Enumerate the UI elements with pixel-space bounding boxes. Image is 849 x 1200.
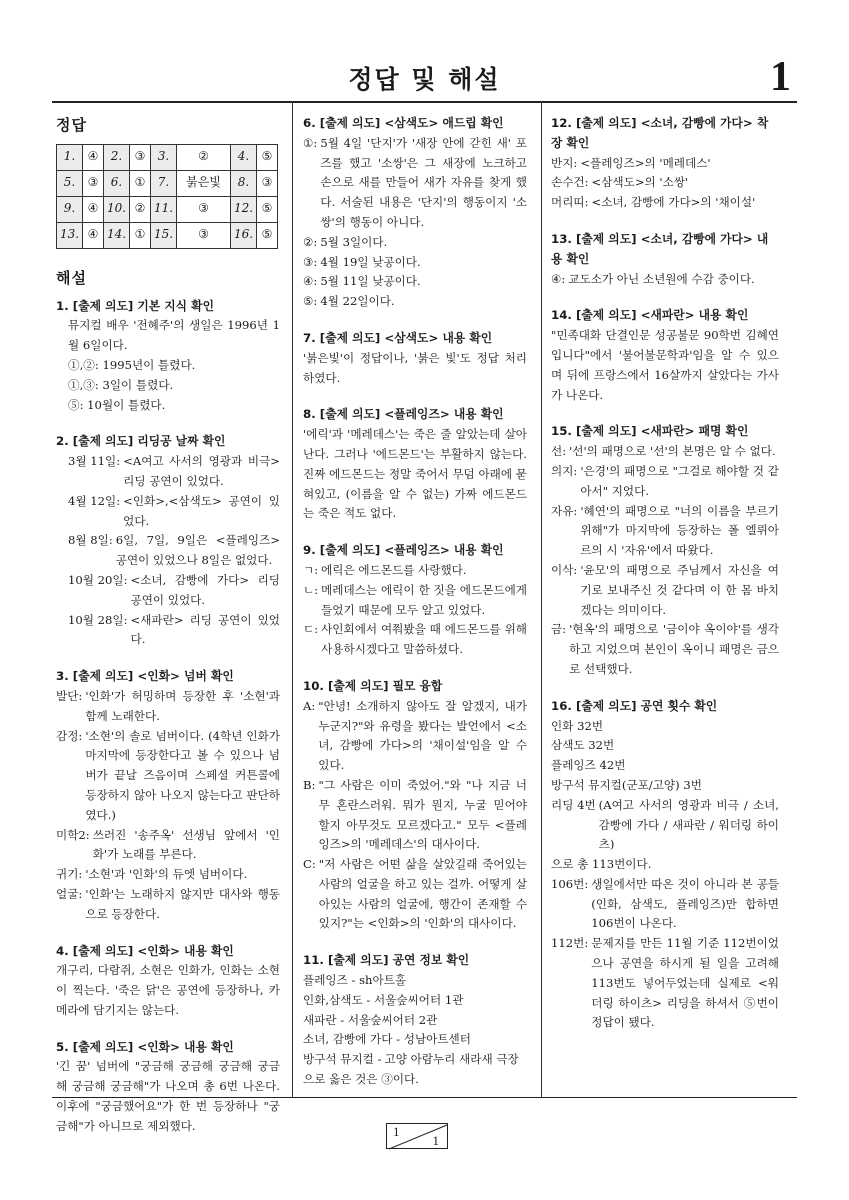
line-label: 얼굴:: [56, 886, 83, 901]
line-label: 이삭:: [551, 562, 578, 577]
column-3: [551, 114, 779, 1050]
explanation-item: [551, 230, 779, 289]
answer-value: ⑤: [257, 222, 278, 248]
labeled-line: [56, 687, 280, 727]
explanation-text: 으로 총 113번이다.: [551, 857, 652, 872]
labeled-line: [551, 193, 779, 213]
page-title: 정답 및 해설: [348, 65, 501, 94]
page-current: 1: [393, 1124, 400, 1139]
line-text: '인화'가 허밍하며 등장한 후 '소현'과 함께 노래한다.: [85, 688, 280, 723]
answer-value: ④: [83, 144, 104, 170]
line-text: <삼색도>의 '소쌍': [591, 175, 689, 190]
line-label: 발단:: [56, 688, 83, 703]
footer-rule: [52, 1097, 797, 1098]
labeled-line: [56, 885, 280, 925]
line-text: '인화'는 노래하지 않지만 대사와 행동으로 등장한다.: [85, 886, 280, 921]
line-text: 사인회에서 여쭤봤을 때 에드몬드를 위해 사용하시겠다고 말씀하셨다.: [321, 622, 527, 657]
labeled-line: [56, 826, 280, 866]
line-text: '은경'의 패명으로 "그걸로 해야할 것 같아서" 지었다.: [580, 463, 779, 498]
explanation-item: [56, 1038, 280, 1137]
answer-value: ②: [177, 144, 231, 170]
labeled-line: [303, 292, 527, 312]
line-text: '소현'과 '인화'의 듀엣 넘버이다.: [85, 867, 248, 882]
explanation-title: 11. [출제 의도] 공연 정보 확인: [303, 953, 470, 968]
line-label: ㄷ:: [303, 622, 319, 637]
explanation-title: 16. [출제 의도] 공연 횟수 확인: [551, 698, 718, 713]
explanation-title: 2. [출제 의도] 리딩공 날짜 확인: [56, 434, 226, 449]
line-text: "저 사람은 어떤 삶을 살았길래 죽어있는 사람의 얼굴을 하고 있는 걸까. 어떻게 살아있는 사람의 얼굴에, 행간이 존재할 수 있지?"는 <인화>의 '인화'의 대사이다.: [318, 857, 527, 931]
explanation-text: 새파란 - 서울숲씨어터 2관: [303, 1012, 438, 1027]
line-label: ④:: [551, 271, 566, 286]
labeled-line: [551, 270, 779, 290]
answer-row: [57, 222, 278, 248]
line-label: ①:: [303, 135, 318, 150]
explanation-text: ①,③: 3일이 틀렸다.: [68, 377, 174, 392]
answer-value: ①: [130, 170, 151, 196]
explanation-text: 뮤지컬 배우 '전혜주'의 생일은 1996년 1월 6일이다.: [68, 318, 280, 353]
line-text: "안녕! 소개하지 않아도 잘 알겠지, 내가 누군지?"와 유령을 봤다는 발언에서 <소녀, 감빵에 가다>의 '채이설'임을 알 수 있다.: [318, 698, 527, 773]
explanation-title: 14. [출제 의도] <새파란> 내용 확인: [551, 308, 749, 323]
explanation-list: [56, 297, 280, 1137]
explanation-item: [551, 306, 779, 405]
line-label: 머리띠:: [551, 195, 589, 210]
explanation-title: 15. [출제 의도] <새파란> 패명 확인: [551, 424, 749, 439]
labeled-line: [551, 796, 779, 855]
line-label: 선:: [551, 444, 567, 459]
line-text: <인화>,<삼색도> 공연이 있었다.: [123, 493, 280, 528]
line-text: "그 사람은 이미 죽었어."와 "나 지금 너무 혼란스러워. 뭐가 뭔지, 누굴 믿어야 할지 아무것도 모르겠다고." 모두 <플레잉즈>의 '메레데스'의 대사이다.: [318, 777, 527, 852]
labeled-line: [56, 492, 280, 532]
answer-value: ③: [177, 222, 231, 248]
line-label: 미학2:: [56, 827, 90, 842]
explanation-text: '에릭'과 '메레데스'는 죽은 줄 알았는데 살아난다. 그러나 '에드몬드'는 부활하지 않는다. 진짜 에드몬드는 정말 죽어서 무덤 아래에 묻혀있고, (이름을 알 수 없는) 가짜 에드몬드는 죽은 적도 없다.: [303, 427, 527, 521]
explanation-item: [56, 942, 280, 1021]
line-text: 문제지를 만든 11월 기준 112번이었으나 공연을 하시게 될 일을 고려해 113번도 넣어두었는데 실제로 <워더링 하이츠> 리딩을 하셔서 ⑤번이 정답이 됐다.: [591, 936, 779, 1030]
line-text: '윤모'의 패명으로 주님께서 자신을 여기로 보내주신 것 같다며 이 한 몸 바치겠다는 의미이다.: [580, 562, 779, 617]
explanation-body: [56, 687, 280, 925]
labeled-line: [551, 934, 779, 1033]
explanation-item: [303, 114, 527, 312]
explanation-body: [551, 270, 779, 290]
column-1: [56, 114, 280, 1154]
line-text: <플레잉즈>의 '메레데스': [580, 155, 711, 170]
answer-number: 16.: [231, 222, 257, 248]
line-label: 10월 20일:: [68, 572, 128, 587]
answer-number: 9.: [57, 196, 83, 222]
answer-number: 10.: [104, 196, 130, 222]
labeled-line: [551, 875, 779, 934]
line-label: ㄴ:: [303, 582, 319, 597]
explanation-text: 개구리, 다람쥐, 소현은 인화가, 인화는 소현이 찍는다. '죽은 닭'은 공연에 등장하나, 카메라에 담기지는 않는다.: [56, 963, 280, 1017]
line-label: 리딩 4번: [551, 797, 596, 812]
line-text: '선'의 패명으로 '선'의 본명은 알 수 없다.: [569, 444, 776, 459]
explanation-body: [56, 961, 280, 1020]
explanation-title: 13. [출제 의도] <소녀, 감빵에 가다> 내용 확인: [551, 231, 769, 266]
answer-number: 8.: [231, 170, 257, 196]
line-text: <소녀, 감빵에 가다>의 '채이설': [591, 195, 756, 210]
labeled-line: [303, 134, 527, 233]
explanation-title: 1. [출제 의도] 기본 지식 확인: [56, 298, 214, 313]
labeled-line: [551, 462, 779, 502]
answer-row: [57, 170, 278, 196]
answer-number: 3.: [151, 144, 177, 170]
answer-row: [57, 196, 278, 222]
explanation-text: 플레잉즈 42번: [551, 758, 626, 773]
explanation-text: 방구석 뮤지컬(군포/고양) 3번: [551, 777, 702, 792]
explanation-title: 5. [출제 의도] <인화> 내용 확인: [56, 1039, 234, 1054]
labeled-line: [56, 727, 280, 826]
labeled-line: [303, 776, 527, 855]
explanation-text: '긴 꿈' 넘버에 "궁금해 궁금해 궁금해 궁금해 궁금해 궁금해"가 나오며 총 6번 나온다. 이후에 "궁금했어요"가 한 번 등장하나 "궁금해"가 아니므로 제외했다.: [56, 1059, 280, 1133]
explanation-text: 으로 옳은 것은 ③이다.: [303, 1072, 419, 1087]
line-label: 106번:: [551, 876, 589, 891]
explanation-body: [303, 425, 527, 524]
line-text: 4월 19일 낮공이다.: [320, 254, 421, 269]
line-text: <A여고 사서의 영광과 비극> 리딩 공연이 있었다.: [123, 454, 280, 488]
answer-value: 붉은빛: [177, 170, 231, 196]
answer-value: ①: [130, 222, 151, 248]
explanation-item: [551, 697, 779, 1034]
explanation-body: [56, 316, 280, 415]
labeled-line: [303, 1050, 527, 1070]
explanation-body: [551, 442, 779, 680]
explanation-body: [303, 561, 527, 660]
explanation-text: ⑤: 10월이 틀렸다.: [68, 397, 166, 412]
labeled-line: [551, 173, 779, 193]
explanation-body: [551, 154, 779, 213]
line-label: ③:: [303, 254, 318, 269]
answer-number: 15.: [151, 222, 177, 248]
answer-value: ⑤: [257, 144, 278, 170]
labeled-line: [303, 233, 527, 253]
page-total: 1: [432, 1133, 439, 1148]
explanation-body: [303, 134, 527, 312]
explanation-title: 6. [출제 의도] <삼색도> 애드립 확인: [303, 116, 504, 130]
labeled-line: [56, 452, 280, 492]
line-text: 5월 11일 낮공이다.: [320, 274, 421, 289]
explanation-title: 10. [출제 의도] 필모 융합: [303, 678, 443, 693]
column-divider: [292, 101, 293, 1097]
labeled-line: [56, 571, 280, 611]
page-number: 1: [770, 54, 791, 100]
labeled-line: [303, 561, 527, 581]
explanation-title: 7. [출제 의도] <삼색도> 내용 확인: [303, 330, 493, 345]
labeled-line: [551, 620, 779, 679]
line-text: '현옥'의 패명으로 '금이야 옥이야'를 생각하고 지었으며 본인이 옥이니 패명은 금으로 선택했다.: [569, 622, 779, 676]
explanation-text: 인화 32번: [551, 718, 604, 733]
answer-number: 6.: [104, 170, 130, 196]
line-label: 8월 8일:: [68, 533, 113, 548]
labeled-line: [303, 581, 527, 621]
line-text: 생일에서만 따온 것이 아니라 본 공들(인화, 삼색도, 플레잉즈)만 합하면 106번이 나온다.: [591, 876, 779, 931]
answer-value: ④: [83, 222, 104, 248]
answer-number: 14.: [104, 222, 130, 248]
answers-heading: 정답: [56, 116, 87, 134]
line-label: 방구석 뮤지컬 -: [303, 1052, 382, 1067]
line-label: 3월 11일:: [68, 454, 121, 469]
explanation-list: [551, 114, 779, 1033]
line-label: A:: [303, 698, 316, 713]
labeled-line: [303, 272, 527, 292]
line-label: 감정:: [56, 728, 83, 743]
labeled-line: [551, 561, 779, 620]
answer-value: ④: [83, 196, 104, 222]
labeled-line: [551, 442, 779, 462]
explanation-text: '붉은빛'이 정답이나, '붉은 빛'도 정답 처리하였다.: [303, 350, 527, 385]
column-divider: [541, 101, 542, 1097]
line-label: 자유:: [551, 503, 578, 518]
explanation-item: [551, 114, 779, 213]
line-text: (A여고 사서의 영광과 비극 / 소녀, 감빵에 가다 / 새파란 / 워더링 하이츠): [598, 797, 779, 852]
line-text: '소현'의 솔로 넘버이다. (4학년 인화가 마지막에 등장한다고 볼 수 있으나 넘버가 끝날 즈음이며 스페셜 커튼콜에 등장하지 않아 나오지 않는다고 판단하였다.): [85, 728, 280, 822]
answer-number: 5.: [57, 170, 83, 196]
labeled-line: [303, 855, 527, 934]
explanation-item: [303, 951, 527, 1090]
answer-value: ②: [130, 196, 151, 222]
explanation-item: [303, 677, 527, 934]
line-label: 112번:: [551, 936, 589, 951]
line-text: '혜연'의 패명으로 "너의 이름을 부르기 위해"가 마지막에 등장하는 폴 엘뤼아르의 시 '자유'에서 따왔다.: [580, 503, 779, 558]
line-text: <새파란> 리딩 공연이 있었다.: [130, 612, 280, 647]
line-label: 금:: [551, 622, 567, 637]
line-label: 4월 12일:: [68, 493, 121, 508]
line-text: <소녀, 감빵에 가다> 리딩 공연이 있었다.: [130, 572, 280, 607]
answer-number: 1.: [57, 144, 83, 170]
header-rule: [52, 101, 797, 103]
answer-row: [57, 144, 278, 170]
explanation-body: [56, 452, 280, 650]
labeled-line: [56, 531, 280, 571]
explanation-body: [551, 717, 779, 1034]
line-label: B:: [303, 777, 316, 792]
line-text: 4월 22일이다.: [320, 294, 395, 309]
answer-value: ③: [257, 170, 278, 196]
explanation-list: [303, 114, 527, 1090]
line-text: 쓰러진 '송주옥' 선생님 앞에서 '인화'가 노래를 부른다.: [92, 827, 280, 862]
answer-number: 13.: [57, 222, 83, 248]
labeled-line: [56, 865, 280, 885]
explanation-title: 8. [출제 의도] <플레잉즈> 내용 확인: [303, 407, 504, 422]
answer-number: 4.: [231, 144, 257, 170]
line-label: ⑤:: [303, 294, 318, 309]
explanation-body: [303, 971, 527, 1090]
line-text: 에릭은 에드몬드를 사랑했다.: [321, 562, 467, 577]
explanation-item: [303, 329, 527, 388]
line-label: 귀기:: [56, 867, 83, 882]
explanation-heading: 해설: [56, 268, 87, 287]
answer-value: ③: [177, 196, 231, 222]
line-label: C:: [303, 857, 316, 872]
answer-table: [56, 144, 278, 249]
explanation-body: [551, 326, 779, 405]
answer-number: 2.: [104, 144, 130, 170]
answer-value: ⑤: [257, 196, 278, 222]
labeled-line: [303, 620, 527, 660]
line-label: 의지:: [551, 463, 578, 478]
explanation-text: "민족대화 단결인문 성공불문 90학번 김혜연입니다"에서 '불어불문학과'임을 알 수 있으며 뒤에 프랑스에서 16살까지 살았다는 가사가 나온다.: [551, 328, 779, 402]
explanation-item: [303, 541, 527, 660]
answer-number: 12.: [231, 196, 257, 222]
explanation-text: 삼색도 32번: [551, 738, 615, 753]
labeled-line: [303, 253, 527, 273]
line-label: 반지:: [551, 155, 578, 170]
explanation-text: 인화,삼색도 - 서울숲씨어터 1관: [303, 992, 464, 1007]
line-text: 메레데스는 에릭이 한 짓을 에드몬드에게 들었기 때문에 모두 알고 있었다.: [321, 582, 527, 617]
line-text: 5월 4일 '단지'가 '새장 안에 갇힌 새' 포즈를 했고 '소쌍'은 그 새장에 노크하고 손으로 새를 만들어 새가 자유를 찾게 했다. 서술된 내용은 '단지'의 행동이지 '소쌍'의 행동이 아니다.: [320, 135, 527, 229]
line-label: 손수건:: [551, 175, 589, 190]
line-text: 고양 아람누리 새라새 극장: [384, 1052, 519, 1067]
explanation-title: 12. [출제 의도] <소녀, 감빵에 가다> 착장 확인: [551, 116, 769, 150]
explanation-text: 소녀, 감빵에 가다 - 성남아트센터: [303, 1032, 471, 1047]
answer-value: ③: [130, 144, 151, 170]
line-label: ㄱ:: [303, 562, 319, 577]
line-text: 6일, 7일, 9일은 <플레잉즈> 공연이 있었으나 8일은 없었다.: [115, 533, 280, 568]
explanation-item: [56, 667, 280, 924]
labeled-line: [303, 697, 527, 776]
explanation-body: [303, 697, 527, 935]
explanation-item: [56, 297, 280, 416]
page-indicator: [386, 1123, 448, 1149]
explanation-title: 3. [출제 의도] <인화> 넘버 확인: [56, 669, 234, 684]
answer-value: ③: [83, 170, 104, 196]
line-label: ②:: [303, 234, 318, 249]
answer-number: 7.: [151, 170, 177, 196]
labeled-line: [551, 502, 779, 561]
explanation-body: [303, 349, 527, 389]
answer-number: 11.: [151, 196, 177, 222]
labeled-line: [551, 154, 779, 174]
explanation-item: [303, 405, 527, 524]
explanation-item: [551, 422, 779, 679]
explanation-title: 9. [출제 의도] <플레잉즈> 내용 확인: [303, 543, 504, 558]
line-text: 5월 3일이다.: [320, 234, 388, 249]
explanation-text: 플레잉즈 - sh아트홀: [303, 973, 407, 988]
explanation-text: ①,②: 1995년이 틀렸다.: [68, 357, 196, 372]
line-label: 10월 28일:: [68, 612, 128, 627]
explanation-item: [56, 432, 280, 650]
explanation-title: 4. [출제 의도] <인화> 내용 확인: [56, 943, 234, 958]
line-label: ④:: [303, 274, 318, 289]
labeled-line: [56, 611, 280, 651]
column-2: [303, 114, 527, 1107]
line-text: 교도소가 아닌 소년원에 수감 중이다.: [568, 271, 755, 286]
